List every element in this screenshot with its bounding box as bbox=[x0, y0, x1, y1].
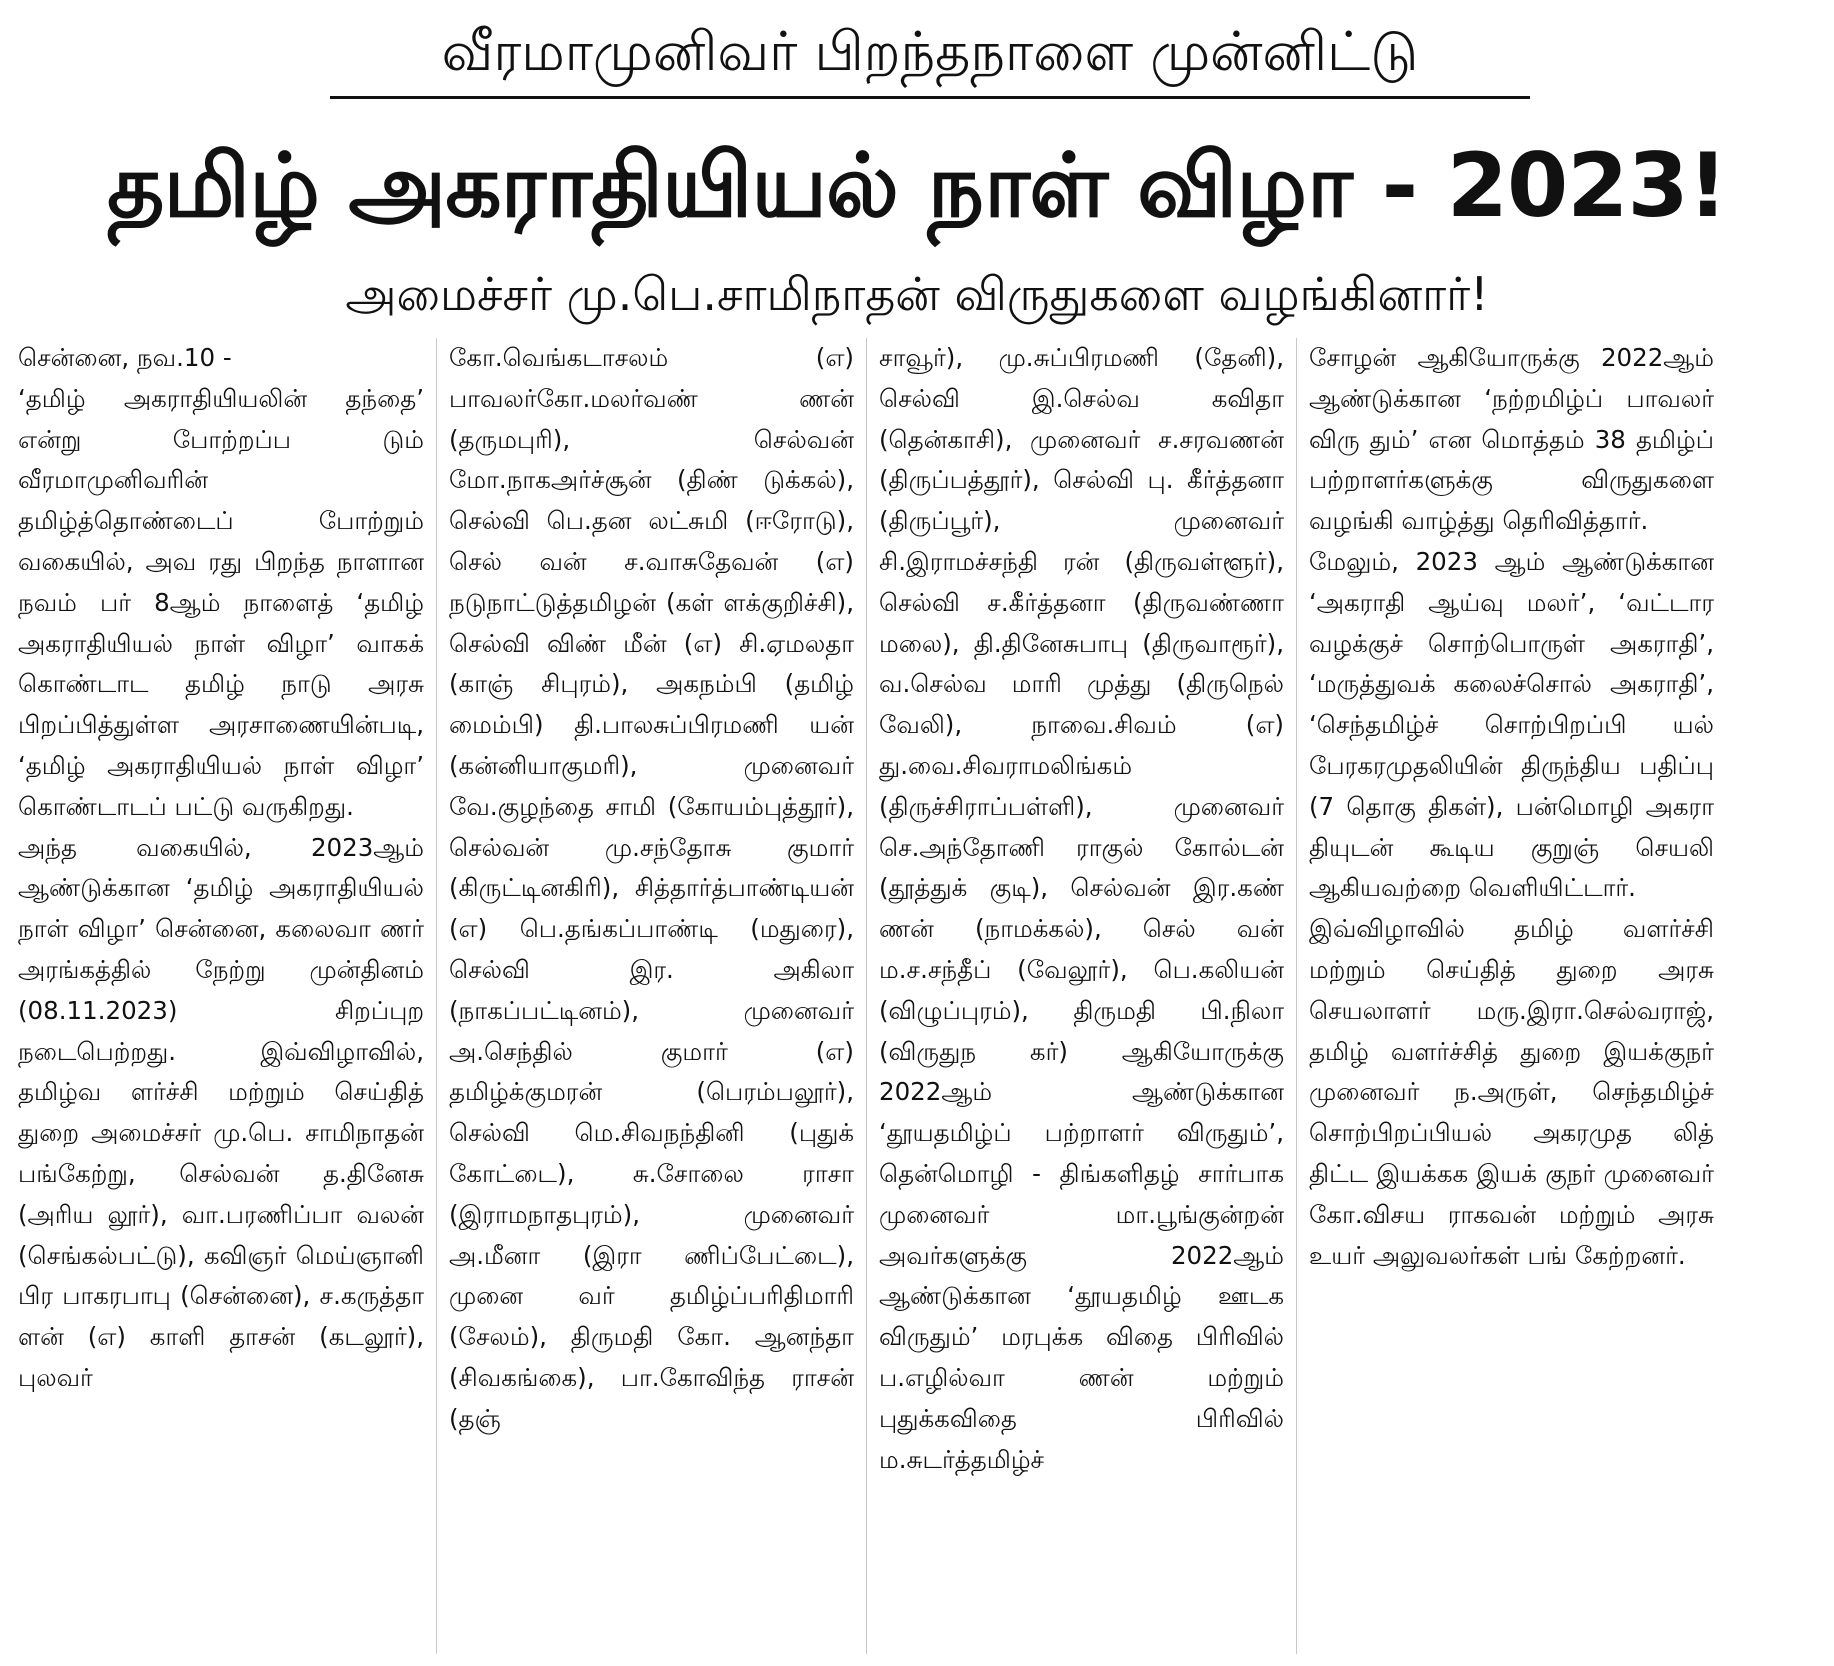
main-headline: தமிழ் அகராதியியல் நாள் விழா - 2023! bbox=[107, 134, 1727, 237]
article-column-4: சோழன் ஆகியோருக்கு 2022ஆம் ஆண்டுக்கான ‘நற்றமிழ்ப் பாவலர் விரு தும்’ என மொத்தம் 38 தமிழ்ப் பற்றாளர்களுக்கு விருதுகளை வழங்கி வாழ்த்து தெரிவித்தார். மேலும், 2023 ஆம் ஆண்டுக்கான ‘அகராதி ஆய்வு மலர்’, ‘வட்டார வழக்குச் சொற்பொருள் அகராதி’, ‘மருத்துவக் கலைச்சொல் அகராதி’, ‘செந்தமிழ்ச் சொற்பிறப்பி யல் பேரகரமுதலியின் திருந்திய பதிப்பு (7 தொகு திகள்), பன்மொழி அகரா தியுடன் கூடிய குறுஞ் செயலி ஆகியவற்றை வெளியிட்டார். இவ்விழாவில் தமிழ் வளர்ச்சி மற்றும் செய்தித் துறை அரசு செயலாளர் மரு.இரா.செல்வராஜ், தமிழ் வளர்ச்சித் துறை இயக்குநர் முனைவர் ந.அருள், செந்தமிழ்ச் சொற்பிறப்பியல் அகரமுத லித் திட்ட இயக்கக இயக் குநர் முனைவர் கோ.விசய ராகவன் மற்றும் அரசு உயர் அலுவலர்கள் பங் கேற்றனர். bbox=[1296, 338, 1726, 1654]
article-body bbox=[6, 338, 1828, 1654]
article-column-2: கோ.வெங்கடாசலம் (எ) பாவலர்கோ.மலர்வண் ணன் (தருமபுரி), செல்வன் மோ.நாகஅர்ச்சூன் (திண் டுக்கல்), செல்வி பெ.தன லட்சுமி (ஈரோடு), செல் வன் ச.வாசுதேவன் (எ) நடுநாட்டுத்தமிழன் (கள் ளக்குறிச்சி), செல்வி விண் மீன் (எ) சி.ஏமலதா (காஞ் சிபுரம்), அகநம்பி (தமிழ் மைம்பி) தி.பாலசுப்பிரமணி யன் (கன்னியாகுமரி), முனைவர் வே.குழந்தை சாமி (கோயம்புத்தூர்), செல்வன் மு.சந்தோசு குமார் (கிருட்டினகிரி), சித்தார்த்பாண்டியன் (எ) பெ.தங்கப்பாண்டி (மதுரை), செல்வி இர. அகிலா (நாகப்பட்டினம்), முனைவர் அ.செந்தில் குமார் (எ) தமிழ்க்குமரன் (பெரம்பலூர்), செல்வி மெ.சிவநந்தினி (புதுக் கோட்டை), சு.சோலை ராசா (இராமநாதபுரம்), முனைவர் அ.மீனா (இரா ணிப்பேட்டை), முனை வர் தமிழ்ப்பரிதிமாரி (சேலம்), திருமதி கோ. ஆனந்தா (சிவகங்கை), பா.கோவிந்த ராசன் (தஞ் bbox=[436, 338, 866, 1654]
subheadline: அமைச்சர் மு.பெ.சாமிநாதன் விருதுகளை வழங்கினார்! bbox=[345, 267, 1489, 321]
kicker-underline bbox=[330, 96, 1530, 99]
article-column-1: சென்னை, நவ.10 - ‘தமிழ் அகராதியியலின் தந்தை’ என்று போற்றப்ப டும் வீரமாமுனிவரின் தமிழ்த்தொண்டைப் போற்றும் வகையில், அவ ரது பிறந்த நாளான நவம் பர் 8ஆம் நாளைத் ‘தமிழ் அகராதியியல் நாள் விழா’ வாகக் கொண்டாட தமிழ் நாடு அரசு பிறப்பித்துள்ள அரசாணையின்படி, ‘தமிழ் அகராதியியல் நாள் விழா’ கொண்டாடப் பட்டு வருகிறது. அந்த வகையில், 2023ஆம் ஆண்டுக்கான ‘தமிழ் அகராதியியல் நாள் விழா’ சென்னை, கலைவா ணர் அரங்கத்தில் நேற்று முன்தினம் (08.11.2023) சிறப்புற நடைபெற்றது. இவ்விழாவில், தமிழ்வ ளர்ச்சி மற்றும் செய்தித் துறை அமைச்சர் மு.பெ. சாமிநாதன் பங்கேற்று, செல்வன் த.தினேசு (அரிய லூர்), வா.பரணிப்பா வலன் (செங்கல்பட்டு), கவிஞர் மெய்ஞானி பிர பாகரபாபு (சென்னை), ச.கருத்தா ளன் (எ) காளி தாசன் (கடலூர்), புலவர் bbox=[18, 343, 424, 1392]
kicker-headline: வீரமாமுனிவர் பிறந்தநாளை முன்னிட்டு bbox=[441, 20, 1419, 83]
article-column-3: சாவூர்), மு.சுப்பிரமணி (தேனி), செல்வி இ.செல்வ கவிதா (தென்காசி), முனைவர் ச.சரவணன் (திருப்பத்தூர்), செல்வி பு. கீர்த்தனா (திருப்பூர்), முனைவர் சி.இராமச்சந்தி ரன் (திருவள்ளூர்), செல்வி ச.கீர்த்தனா (திருவண்ணா மலை), தி.தினேசுபாபு (திருவாரூர்), வ.செல்வ மாரி முத்து (திருநெல் வேலி), நாவை.சிவம் (எ) து.வை.சிவராமலிங்கம் (திருச்சிராப்பள்ளி), முனைவர் செ.அந்தோணி ராகுல் கோல்டன் (தூத்துக் குடி), செல்வன் இர.கண் ணன் (நாமக்கல்), செல் வன் ம.ச.சந்தீப் (வேலூர்), பெ.கலியன் (விழுப்புரம்), திருமதி பி.நிலா (விருதுந கர்) ஆகியோருக்கு 2022ஆம் ஆண்டுக்கான ‘தூயதமிழ்ப் பற்றாளர் விருதும்’, தென்மொழி - திங்களிதழ் சார்பாக முனைவர் மா.பூங்குன்றன் அவர்களுக்கு 2022ஆம் ஆண்டுக்கான ‘தூயதமிழ் ஊடக விருதும்’ மரபுக்க விதை பிரிவில் ப.எழில்வா ணன் மற்றும் புதுக்கவிதை பிரிவில் ம.சுடர்த்தமிழ்ச் bbox=[866, 338, 1296, 1654]
